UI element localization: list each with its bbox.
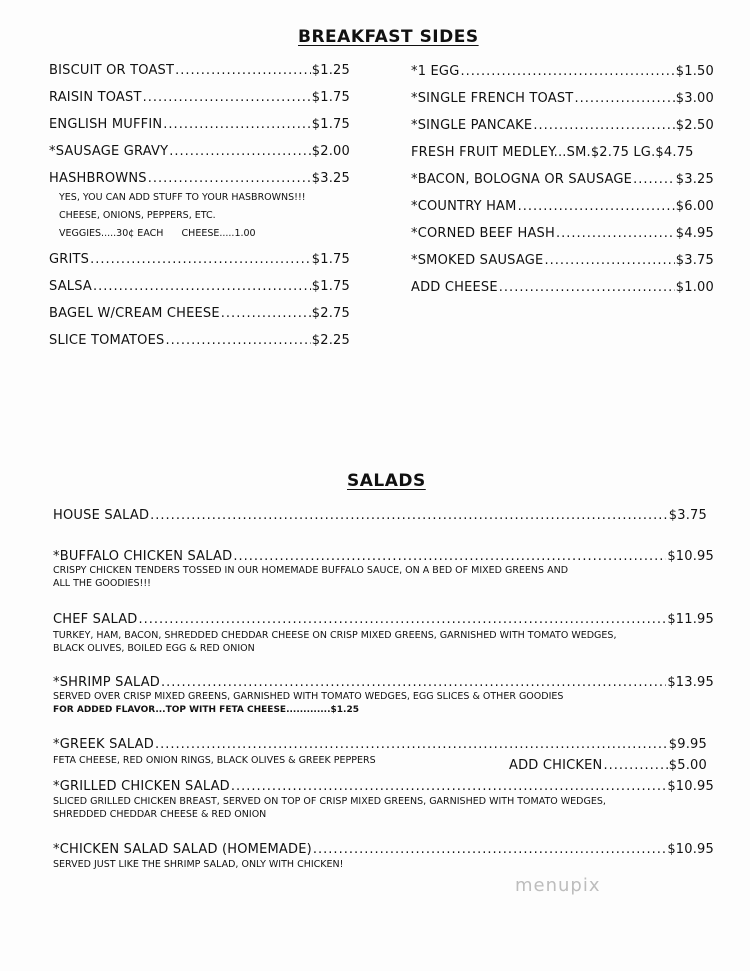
leader-dots (633, 172, 675, 187)
menu-item (49, 252, 350, 267)
item-description: SHREDDED CHEDDAR CHEESE & RED ONION (53, 809, 267, 820)
item-price: $3.75 (668, 508, 707, 523)
item-price: $3.25 (311, 171, 350, 186)
menu-item (411, 280, 714, 295)
item-description: SERVED JUST LIKE THE SHRIMP SALAD, ONLY WITH CHICKEN! (53, 859, 344, 870)
leader-dots (163, 117, 310, 132)
leader-dots (175, 63, 311, 78)
item-name: SALSA (49, 279, 93, 294)
leader-dots (165, 333, 310, 348)
item-price: $9.95 (668, 737, 707, 752)
leader-dots (143, 90, 311, 105)
item-price: $13.95 (667, 675, 714, 690)
menu-item (411, 118, 714, 133)
item-price: $2.75 (311, 306, 350, 321)
item-name: *CORNED BEEF HASH (411, 226, 555, 241)
menu-item (49, 279, 350, 294)
item-name: ADD CHEESE (411, 280, 498, 295)
menu-item (49, 306, 350, 321)
menu-item (53, 675, 714, 690)
item-name: *BUFFALO CHICKEN SALAD (53, 549, 233, 564)
item-name: *GREEK SALAD (53, 737, 154, 752)
menu-item (49, 90, 350, 105)
leader-dots (93, 279, 311, 294)
item-name: *BACON, BOLOGNA OR SAUSAGE (411, 172, 633, 187)
leader-dots (90, 252, 311, 267)
item-name: BAGEL W/CREAM CHEESE (49, 306, 220, 321)
menu-item (411, 226, 714, 241)
leader-dots (544, 253, 674, 268)
item-price: $3.00 (675, 91, 714, 106)
item-price: $5.00 (668, 758, 707, 773)
leader-dots (533, 118, 674, 133)
item-price: $1.75 (311, 252, 350, 267)
item-name: BISCUIT OR TOAST (49, 63, 175, 78)
item-description: SLICED GRILLED CHICKEN BREAST, SERVED ON TOP OF CRISP MIXED GREENS, GARNISHED WITH TOMATO WEDGES, (53, 796, 606, 807)
menu-item (411, 253, 714, 268)
menu-item (411, 64, 714, 79)
item-name: HASHBROWNS (49, 171, 147, 186)
menu-item (411, 172, 714, 187)
menu-item (53, 549, 714, 564)
item-price: $1.75 (311, 90, 350, 105)
item-price: $3.25 (675, 172, 714, 187)
item-name: *SAUSAGE GRAVY (49, 144, 169, 159)
leader-dots (150, 508, 668, 523)
menu-item (53, 842, 714, 857)
item-name: ENGLISH MUFFIN (49, 117, 163, 132)
item-name: *COUNTRY HAM (411, 199, 517, 214)
item-price: $4.95 (675, 226, 714, 241)
item-name: *SHRIMP SALAD (53, 675, 161, 690)
menu-item (411, 199, 714, 214)
item-name: SLICE TOMATOES (49, 333, 165, 348)
item-price: $2.50 (675, 118, 714, 133)
item-name: *SINGLE FRENCH TOAST (411, 91, 574, 106)
menu-item (49, 171, 350, 186)
item-price: $2.00 (311, 144, 350, 159)
item-price: $2.25 (311, 333, 350, 348)
hashbrowns-note: CHEESE, ONIONS, PEPPERS, ETC. (59, 210, 216, 221)
item-description: FETA CHEESE, RED ONION RINGS, BLACK OLIVES & GREEK PEPPERS (53, 755, 376, 766)
leader-dots (499, 280, 675, 295)
item-price: $3.75 (675, 253, 714, 268)
item-description: CRISPY CHICKEN TENDERS TOSSED IN OUR HOMEMADE BUFFALO SAUCE, ON A BED OF MIXED GREENS AND (53, 565, 569, 576)
item-price: $10.95 (667, 842, 714, 857)
item-description: SERVED OVER CRISP MIXED GREENS, GARNISHED WITH TOMATO WEDGES, EGG SLICES & OTHER GOODIES (53, 691, 564, 702)
leader-dots (313, 842, 666, 857)
item-price: $1.00 (675, 280, 714, 295)
leader-dots (221, 306, 311, 321)
item-name: *CHICKEN SALAD SALAD (HOMEMADE) (53, 842, 312, 857)
salads-title: SALADS (347, 471, 426, 491)
menu-item (49, 63, 350, 78)
breakfast-sides-title: BREAKFAST SIDES (298, 27, 479, 47)
leader-dots (556, 226, 675, 241)
menu-item (53, 508, 707, 523)
item-name: ADD CHICKEN (509, 758, 603, 773)
item-price: $10.95 (667, 779, 714, 794)
item-description: BLACK OLIVES, BOILED EGG & RED ONION (53, 643, 255, 654)
item-name: GRITS (49, 252, 90, 267)
menu-item (411, 91, 714, 106)
menu-item (49, 117, 350, 132)
item-price: $1.50 (675, 64, 714, 79)
item-price: $1.75 (311, 117, 350, 132)
feta-addon-note: FOR ADDED FLAVOR...TOP WITH FETA CHEESE.............$1.25 (53, 705, 359, 715)
item-name: FRESH FRUIT MEDLEY...SM.$2.75 LG. (411, 145, 656, 160)
leader-dots (574, 91, 674, 106)
item-price: $10.95 (667, 549, 714, 564)
leader-dots (148, 171, 311, 186)
item-description: ALL THE GOODIES!!! (53, 578, 151, 589)
leader-dots (460, 64, 674, 79)
leader-dots (233, 549, 666, 564)
hashbrowns-note: VEGGIES.....30¢ EACH CHEESE.....1.00 (59, 228, 256, 239)
item-price: $11.95 (667, 612, 714, 627)
item-name: CHEF SALAD (53, 612, 138, 627)
item-name: RAISIN TOAST (49, 90, 142, 105)
menu-item (49, 144, 350, 159)
menu-item (411, 145, 714, 160)
item-name: *GRILLED CHICKEN SALAD (53, 779, 230, 794)
item-price: $1.25 (311, 63, 350, 78)
menu-item (53, 737, 707, 752)
leader-dots (518, 199, 675, 214)
item-name: HOUSE SALAD (53, 508, 150, 523)
item-description: TURKEY, HAM, BACON, SHREDDED CHEDDAR CHEESE ON CRISP MIXED GREENS, GARNISHED WITH TOMATO WEDGES, (53, 630, 617, 641)
leader-dots (231, 779, 666, 794)
add-chicken-item (509, 758, 707, 773)
item-price: $1.75 (311, 279, 350, 294)
item-price: $4.75 (655, 145, 694, 160)
menu-item (49, 333, 350, 348)
menu-item (53, 779, 714, 794)
leader-dots (169, 144, 311, 159)
item-price: $6.00 (675, 199, 714, 214)
leader-dots (603, 758, 667, 773)
menupix-watermark: menupix (515, 875, 601, 896)
item-name: *SINGLE PANCAKE (411, 118, 533, 133)
leader-dots (155, 737, 668, 752)
hashbrowns-note: YES, YOU CAN ADD STUFF TO YOUR HASBROWNS!!! (59, 192, 306, 203)
leader-dots (139, 612, 667, 627)
item-name: *SMOKED SAUSAGE (411, 253, 544, 268)
leader-dots (161, 675, 666, 690)
item-name: *1 EGG (411, 64, 460, 79)
menu-item (53, 612, 714, 627)
